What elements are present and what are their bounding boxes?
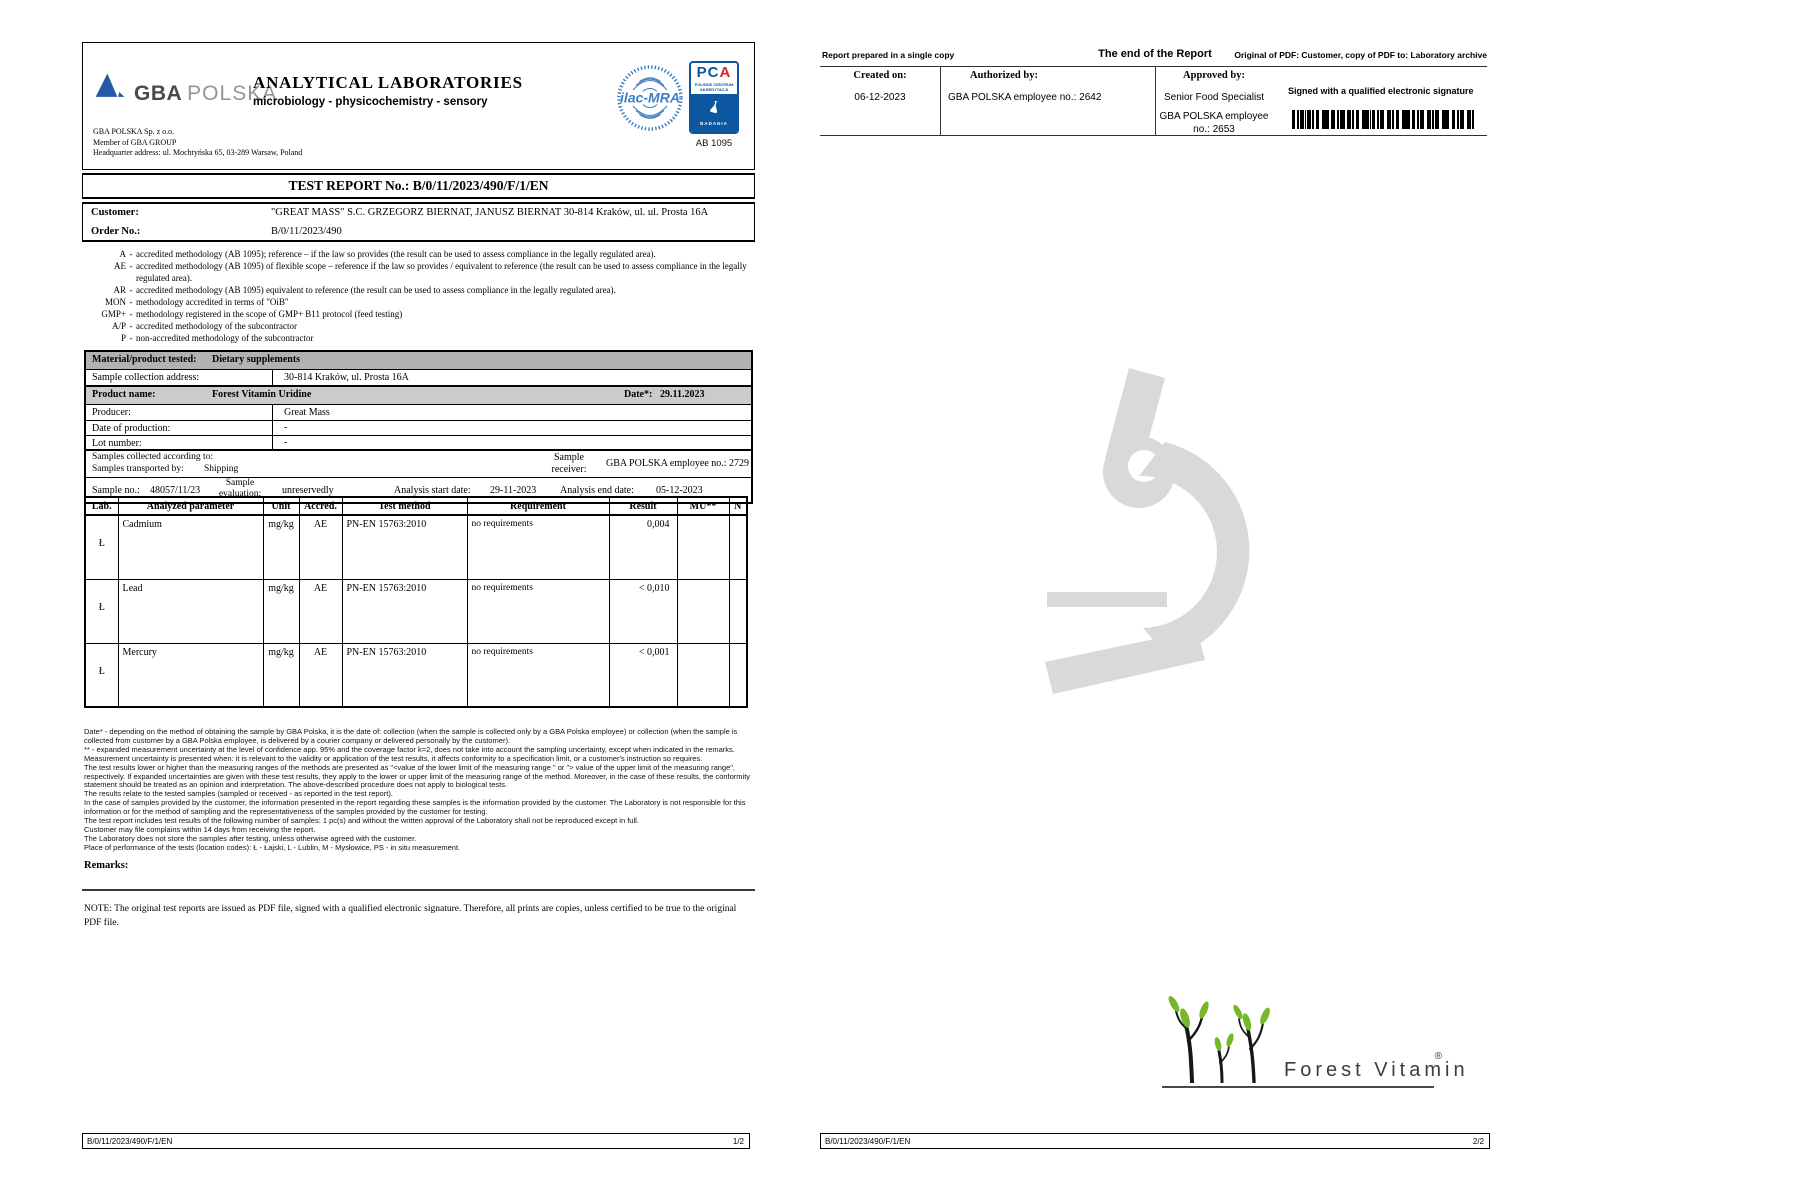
legend-item: AE - accredited methodology (AB 1095) of flexible scope – reference if the law so provides / equivalent to reference (the result can be used to assess compliance in the legally regulated area).: [114, 261, 747, 283]
customer-row: [83, 204, 754, 223]
signature-table-divider: [940, 66, 941, 135]
company-hq: Headquarter address: ul. Mochtyńska 65, 03-289 Warsaw, Poland: [93, 148, 303, 157]
ilac-mra-label: ilac-MRA: [620, 89, 680, 106]
polska-logo-text: POLSKA: [187, 82, 278, 105]
methodology-legend: [82, 248, 753, 344]
created-on-label: Created on:: [853, 70, 907, 81]
approved-by-role: Senior Food Specialist: [1163, 92, 1265, 103]
footer-page-number: 2/2: [1472, 1137, 1484, 1146]
gba-logo-text: GBA: [134, 82, 183, 105]
footer-page-number: 1/2: [732, 1137, 744, 1146]
signature-table-bottom-border: [820, 135, 1487, 136]
legend-item: P - non-accredited methodology of the subcontractor: [120, 333, 314, 343]
table-row: Ł Lead mg/kg AE PN-EN 15763:2010 no requirements < 0,010: [85, 579, 747, 643]
end-of-report-title: The end of the Report: [1098, 48, 1212, 60]
col-unit: Unit: [263, 497, 299, 515]
fine-print-line: The Laboratory does not store the samples after testing, unless otherwise agreed with the customer.: [84, 833, 417, 843]
microscope-watermark-icon: [1045, 368, 1270, 703]
fine-print-line: The results relate to the tested samples (sampled or received - as reported in the test report).: [84, 789, 393, 799]
customer-value: "GREAT MASS" S.C. GRZEGORZ BIERNAT, JANUSZ BIERNAT 30-814 Kraków, ul. ul. Prosta 16A: [271, 207, 709, 218]
footer-report-number: B/0/11/2023/490/F/1/EN: [825, 1137, 911, 1146]
page2-footer: [820, 1133, 1490, 1149]
report-page-2: [820, 42, 1490, 1148]
sample-number-row: Sample no.: 48057/11/23 Sample evaluation: unreservedly Analysis start date: 29-11-2023 Analysis end date: 05-12-2023: [92, 478, 703, 499]
brand-name: Forest Vitamin: [1284, 1059, 1469, 1081]
col-lab: Lab.: [85, 497, 118, 515]
col-accred: Accred.: [299, 497, 342, 515]
legend-item: A - accredited methodology (AB 1095); reference – if the law so provides (the result can be used to assess compliance in the legally regulated area).: [119, 249, 656, 259]
fine-print-line: Customer may file complains within 14 days from receiving the report.: [84, 824, 316, 834]
customer-label: Customer:: [91, 207, 139, 218]
pca-badge-label: BADANIA: [700, 121, 728, 126]
forest-vitamin-logo: [1162, 1002, 1469, 1088]
col-requirement: Requirement: [467, 497, 609, 515]
customer-box: [82, 202, 755, 242]
fine-print-line: The test results lower or higher than the measuring ranges of the methods are presented as "<value of the lower limit of the measuring range " or "> value of the upper limit of the measuring range", respectively. If expanded uncertainties are given with these test results, they apply to the lower or upper limit of the measuring range of the method. Moreover, in the case of these results, the conformity statement should be treated as an opinion and interpretation. The above-described procedure does not apply to biological tests.: [84, 762, 751, 790]
fine-print-line: Place of performance of the tests (location codes): Ł - Łajski, L - Lublin, M - Mysłowice, PS - in situ measurement.: [84, 842, 461, 852]
results-table: [84, 496, 748, 708]
registered-trademark-symbol: ®: [1434, 1051, 1442, 1062]
order-row: [83, 223, 754, 242]
trees-icon: [1162, 995, 1282, 1088]
pca-badge: [691, 94, 737, 132]
flask-icon: [708, 100, 721, 120]
original-copy-note: Original of PDF: Customer, copy of PDF to: Laboratory archive: [1234, 50, 1487, 60]
col-n: N: [729, 497, 747, 515]
lab-title: ANALYTICAL LABORATORIES: [253, 73, 523, 92]
note-text: NOTE: The original test reports are issued as PDF file, signed with a qualified electronic signature. Therefore, all prints are copies, unless certified to be true to the original PDF file.: [84, 904, 737, 928]
legend-item: GMP+ - methodology registered in the scope of GMP+ B11 protocol (feed testing): [101, 309, 403, 319]
approved-by-employee-number: no.: 2653: [1193, 124, 1235, 135]
fine-print-line: The test report includes test results of the following number of samples: 1 pc(s) and without the written approval of the Laboratory shall not be reproduced except in full.: [84, 816, 639, 826]
fine-print-line: Measurement uncertainty is presented when: it is relevant to the validity or application of the test results, it affects conformity to a specification limit, or a customer's instruction so requires.: [84, 753, 703, 763]
letterhead: [82, 42, 755, 170]
col-parameter: Analyzed parameter: [118, 497, 263, 515]
gba-polska-logo: [93, 73, 277, 106]
producer-row: Producer: Great Mass: [86, 405, 751, 421]
page1-footer: [82, 1133, 750, 1149]
table-row: Ł Cadmium mg/kg AE PN-EN 15763:2010 no requirements 0,004: [85, 515, 747, 579]
legend-item: AR - accredited methodology (AB 1095) equivalent to reference (the result can be used to assess compliance in the legally regulated area).: [113, 285, 616, 295]
report-page-1: [82, 42, 755, 1148]
legend-item: MON - methodology accredited in terms of "OiB": [104, 297, 289, 307]
product-name-row: Product name: Forest Vitamin Uridine Date*: 29.11.2023: [86, 387, 751, 405]
pca-logo: [689, 61, 739, 149]
col-result: Result: [609, 497, 677, 515]
legend-item: A/P - accredited methodology of the subcontractor: [111, 321, 297, 331]
fine-print-line: Date* - depending on the method of obtaining the sample by GBA Polska, it is the date of: collection (when the sample is collected only by a GBA Polska employee) or collection (when the sample is collected from customer by a GBA Polska employee, is delivered by a courier company or delivered personally by the customer).: [84, 727, 738, 745]
sample-info-table: [84, 350, 753, 504]
col-method: Test method: [342, 497, 467, 515]
ilac-mra-icon: [617, 65, 683, 136]
single-copy-note: Report prepared in a single copy: [822, 50, 955, 60]
results-header-row: [85, 497, 747, 515]
pca-subtitle: POLSKIE CENTRUM AKREDYTACJI: [694, 82, 734, 92]
report-title: TEST REPORT No.: B/0/11/2023/490/F/1/EN: [82, 173, 755, 199]
footer-report-number: B/0/11/2023/490/F/1/EN: [87, 1137, 173, 1146]
pca-name: PCA: [696, 64, 732, 81]
table-row: Ł Mercury mg/kg AE PN-EN 15763:2010 no requirements < 0,001: [85, 643, 747, 707]
approved-by-label: Approved by:: [1183, 70, 1245, 81]
company-group: Member of GBA GROUP: [93, 137, 177, 147]
lab-subtitle: microbiology - physicochemistry - sensory: [253, 96, 488, 108]
accreditation-number: AB 1095: [695, 138, 733, 149]
order-label: Order No.:: [91, 226, 141, 237]
signature-barcode: [1292, 110, 1474, 129]
created-on-value: 06-12-2023: [854, 92, 906, 103]
col-mu: MU**: [677, 497, 729, 515]
approved-by-employee: GBA POLSKA employee: [1159, 111, 1269, 122]
authorized-by-label: Authorized by:: [970, 70, 1038, 81]
production-date-row: Date of production: -: [86, 421, 751, 436]
collection-address-row: Sample collection address: 30-814 Kraków, ul. Prosta 16A: [86, 370, 751, 387]
signature-table-top-border: [820, 66, 1487, 67]
fine-print-line: ** - expanded measurement uncertainty at the level of confidence app. 95% and the coverage factor k=2, does not take into account the sampling uncertainty, except when indicated in the remarks.: [84, 744, 735, 754]
fine-print-line: In the case of samples provided by the customer, the information presented in the report regarding these samples is the information provided by the customer. The Laboratory is not responsible for this information or for the method of sampling and the representativeness of the samples provided by the customer for testing.: [84, 798, 746, 817]
fine-print: [84, 728, 753, 853]
company-name: GBA POLSKA Sp. z o.o.: [93, 127, 175, 136]
company-address: [93, 127, 302, 159]
electronic-signature-note: Signed with a qualified electronic signature: [1288, 86, 1474, 96]
material-tested-row: Material/product tested: Dietary supplements: [86, 352, 751, 370]
gba-triangle-icon: [93, 73, 129, 106]
lot-number-row: Lot number: -: [86, 436, 751, 451]
samples-transport-row: Samples collected according to: Samples transported by: Shipping Sample receiver: GBA POLSKA employee no.: 2729: [86, 451, 751, 478]
order-value: B/0/11/2023/490: [271, 226, 342, 237]
authorized-by-value: GBA POLSKA employee no.: 2642: [948, 92, 1102, 103]
remarks-label: Remarks:: [84, 860, 129, 871]
remarks-divider: [82, 889, 755, 891]
